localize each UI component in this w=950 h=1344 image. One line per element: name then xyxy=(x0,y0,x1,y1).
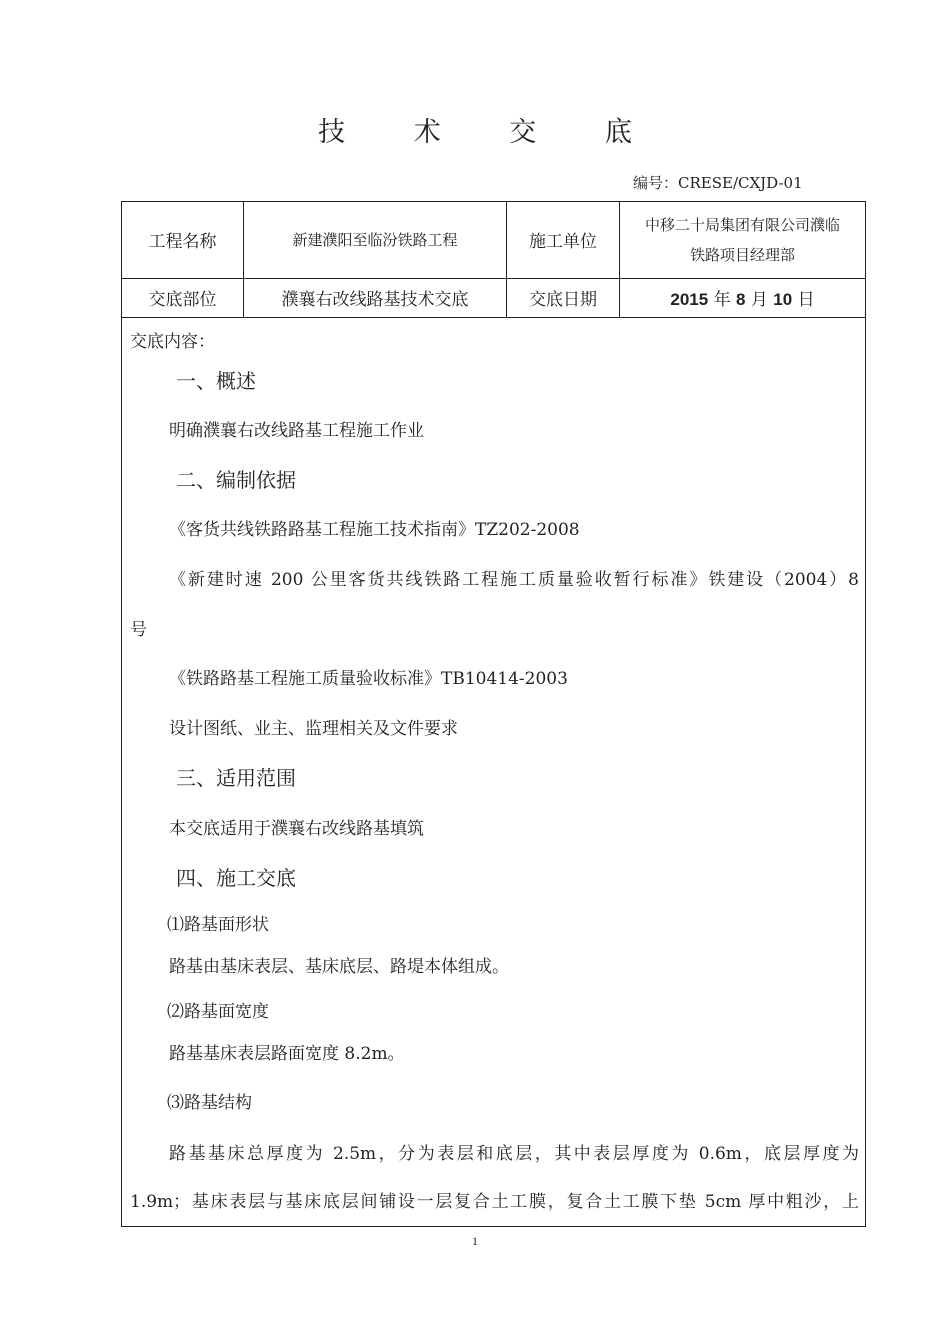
project-name-label: 工程名称 xyxy=(122,202,244,278)
shape-text: 路基由基床表层、基床底层、路堤本体组成。 xyxy=(169,957,509,977)
construction-unit-line-2: 铁路项目经理部 xyxy=(689,245,795,264)
document-title: 技 术 交 底 xyxy=(318,117,662,148)
reference-2-line-1: 《新建时速 200 公里客货共线铁路工程施工质量验收暂行标准》铁建设（2004）8 xyxy=(169,570,859,590)
overview-text: 明确濮襄右改线路基工程施工作业 xyxy=(169,421,424,441)
part-value: 濮襄右改线路基技术交底 xyxy=(244,278,507,317)
section-heading-basis: 二、编制依据 xyxy=(176,468,296,492)
date-month-unit: 月 xyxy=(745,290,774,310)
section-heading-overview: 一、概述 xyxy=(176,369,256,393)
page-number: 1 xyxy=(472,1234,478,1248)
reference-2-line-2: 号 xyxy=(130,620,147,640)
part-label: 交底部位 xyxy=(122,278,244,317)
disclosure-form xyxy=(121,201,866,1227)
section-heading-scope: 三、适用范围 xyxy=(176,766,296,790)
construction-unit-value xyxy=(620,202,866,278)
subsection-shape: ⑴路基面形状 xyxy=(167,915,269,935)
date-day-unit: 日 xyxy=(792,290,815,310)
section-heading-construction: 四、施工交底 xyxy=(176,866,296,890)
reference-3: 《铁路路基工程施工质量验收标准》TB10414-2003 xyxy=(169,669,568,689)
subsection-structure: ⑶路基结构 xyxy=(167,1093,252,1113)
scope-text: 本交底适用于濮襄右改线路基填筑 xyxy=(169,819,424,839)
date-month: 8 xyxy=(736,290,746,309)
structure-text-line-2: 1.9m；基床表层与基床底层间铺设一层复合土工膜，复合土工膜下垫 5cm 厚中粗沙，上 xyxy=(130,1192,859,1212)
width-text: 路基基床表层路面宽度 8.2m。 xyxy=(169,1044,405,1064)
header-table xyxy=(122,202,865,318)
subsection-width: ⑵路基面宽度 xyxy=(167,1002,269,1022)
construction-unit-line-1: 中移二十局集团有限公司濮临 xyxy=(644,215,840,234)
reference-1: 《客货共线铁路路基工程施工技术指南》TZ202-2008 xyxy=(169,520,580,540)
reference-4: 设计图纸、业主、监理相关及文件要求 xyxy=(169,719,458,739)
project-name-value: 新建濮阳至临汾铁路工程 xyxy=(244,202,507,278)
content-label: 交底内容： xyxy=(130,332,215,352)
date-value xyxy=(620,278,866,317)
document-number: 编号：CRESE/CXJD-01 xyxy=(633,174,803,192)
date-year-unit: 年 xyxy=(708,290,737,310)
structure-text-line-1: 路基基床总厚度为 2.5m，分为表层和底层，其中表层厚度为 0.6m，底层厚度为 xyxy=(169,1144,859,1164)
date-label: 交底日期 xyxy=(507,278,620,317)
date-day: 10 xyxy=(773,290,793,309)
date-year: 2015 xyxy=(670,290,709,309)
construction-unit-label: 施工单位 xyxy=(507,202,620,278)
